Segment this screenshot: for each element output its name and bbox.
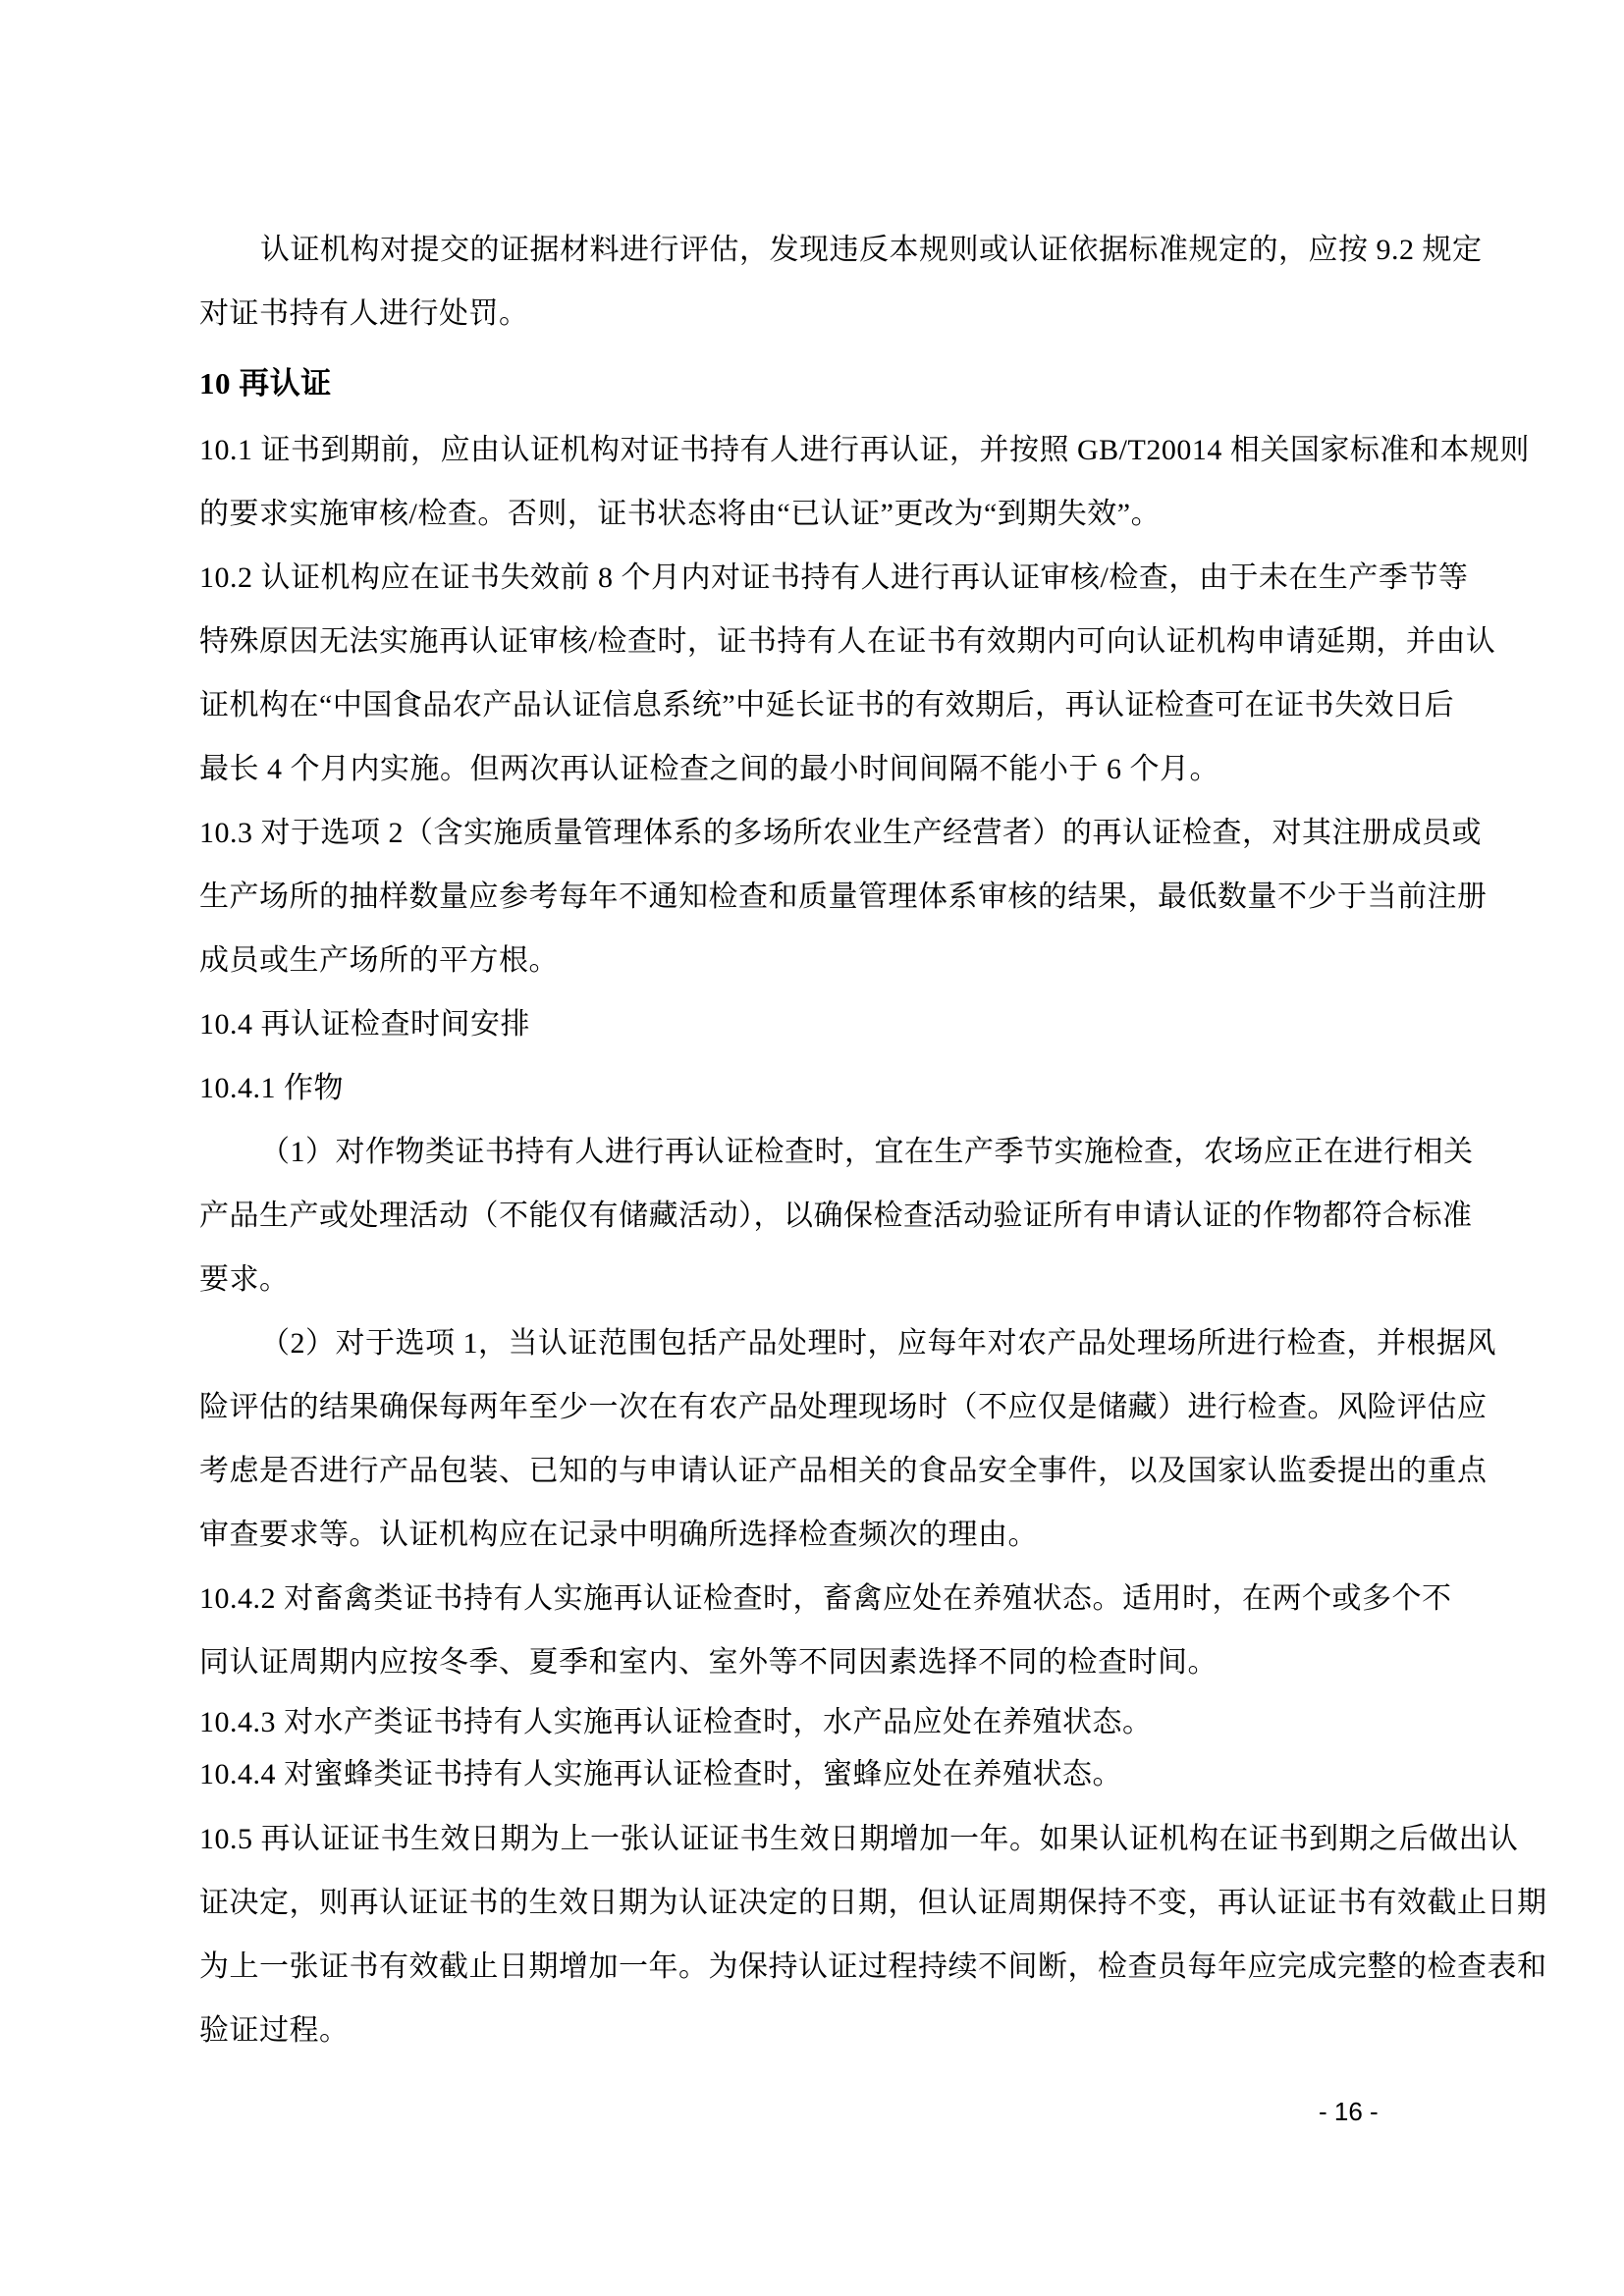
- text-line: （2）对于选项 1，当认证范围包括产品处理时，应每年对农产品处理场所进行检查，并根据风: [260, 1327, 1496, 1360]
- text-line: 10.4.2 对畜禽类证书持有人实施再认证检查时，畜禽应处在养殖状态。适用时，在两个或多个不: [199, 1582, 1452, 1615]
- text-line: 成员或生产场所的平方根。: [199, 944, 559, 977]
- text-line: （1）对作物类证书持有人进行再认证检查时，宜在生产季节实施检查，农场应正在进行相关: [260, 1136, 1474, 1168]
- text-line: 认证机构对提交的证据材料进行评估，发现违反本规则或认证依据标准规定的，应按 9.2 规定: [260, 234, 1483, 266]
- text-line: 证决定，则再认证证书的生效日期为认证决定的日期，但认证周期保持不变，再认证证书有效截止日期: [199, 1887, 1547, 1919]
- text-line: 的要求实施审核/检查。否则，证书状态将由“已认证”更改为“到期失效”。: [199, 498, 1162, 530]
- section-heading-10: 10 再认证: [199, 366, 332, 400]
- text-line: 10.4 再认证检查时间安排: [199, 1008, 530, 1041]
- text-line: 同认证周期内应按冬季、夏季和室内、室外等不同因素选择不同的检查时间。: [199, 1646, 1218, 1679]
- text-line: 生产场所的抽样数量应参考每年不通知检查和质量管理体系审核的结果，最低数量不少于当前注册: [199, 881, 1488, 913]
- text-line: 考虑是否进行产品包装、已知的与申请认证产品相关的食品安全事件，以及国家认监委提出的重点: [199, 1455, 1488, 1487]
- text-line: 特殊原因无法实施再认证审核/检查时，证书持有人在证书有效期内可向认证机构申请延期，并由认: [199, 625, 1496, 658]
- text-line: 10.5 再认证证书生效日期为上一张认证证书生效日期增加一年。如果认证机构在证书到期之后做出认: [199, 1823, 1519, 1855]
- text-line: 最长 4 个月内实施。但两次再认证检查之间的最小时间间隔不能小于 6 个月。: [199, 753, 1219, 785]
- text-line: 要求。: [199, 1263, 290, 1296]
- text-line: 10.4.4 对蜜蜂类证书持有人实施再认证检查时，蜜蜂应处在养殖状态。: [199, 1758, 1122, 1790]
- text-line: 10.3 对于选项 2（含实施质量管理体系的多场所农业生产经营者）的再认证检查，对其注册成员或: [199, 817, 1482, 849]
- text-line: 审查要求等。认证机构应在记录中明确所选择检查频次的理由。: [199, 1519, 1038, 1551]
- text-line: 为上一张证书有效截止日期增加一年。为保持认证过程持续不间断，检查员每年应完成完整的检查表和: [199, 1950, 1547, 1983]
- text-line: 险评估的结果确保每两年至少一次在有农产品处理现场时（不应仅是储藏）进行检查。风险评估应: [199, 1391, 1488, 1423]
- text-line: 10.4.3 对水产类证书持有人实施再认证检查时，水产品应处在养殖状态。: [199, 1706, 1153, 1738]
- text-line: 10.1 证书到期前，应由认证机构对证书持有人进行再认证，并按照 GB/T20014 相关国家标准和本规则: [199, 434, 1530, 466]
- text-line: 产品生产或处理活动（不能仅有储藏活动），以确保检查活动验证所有申请认证的作物都符合标准: [199, 1200, 1473, 1232]
- text-line: 对证书持有人进行处罚。: [199, 297, 529, 330]
- text-line: 10.2 认证机构应在证书失效前 8 个月内对证书持有人进行再认证审核/检查，由于未在生产季节等: [199, 561, 1469, 594]
- text-line: 证机构在“中国食品农产品认证信息系统”中延长证书的有效期后，再认证检查可在证书失效日后: [199, 689, 1455, 721]
- page-number: - 16 -: [1319, 2097, 1379, 2126]
- text-line: 10.4.1 作物: [199, 1072, 344, 1104]
- text-line: 验证过程。: [199, 2014, 350, 2047]
- document-body: [199, 218, 1547, 2062]
